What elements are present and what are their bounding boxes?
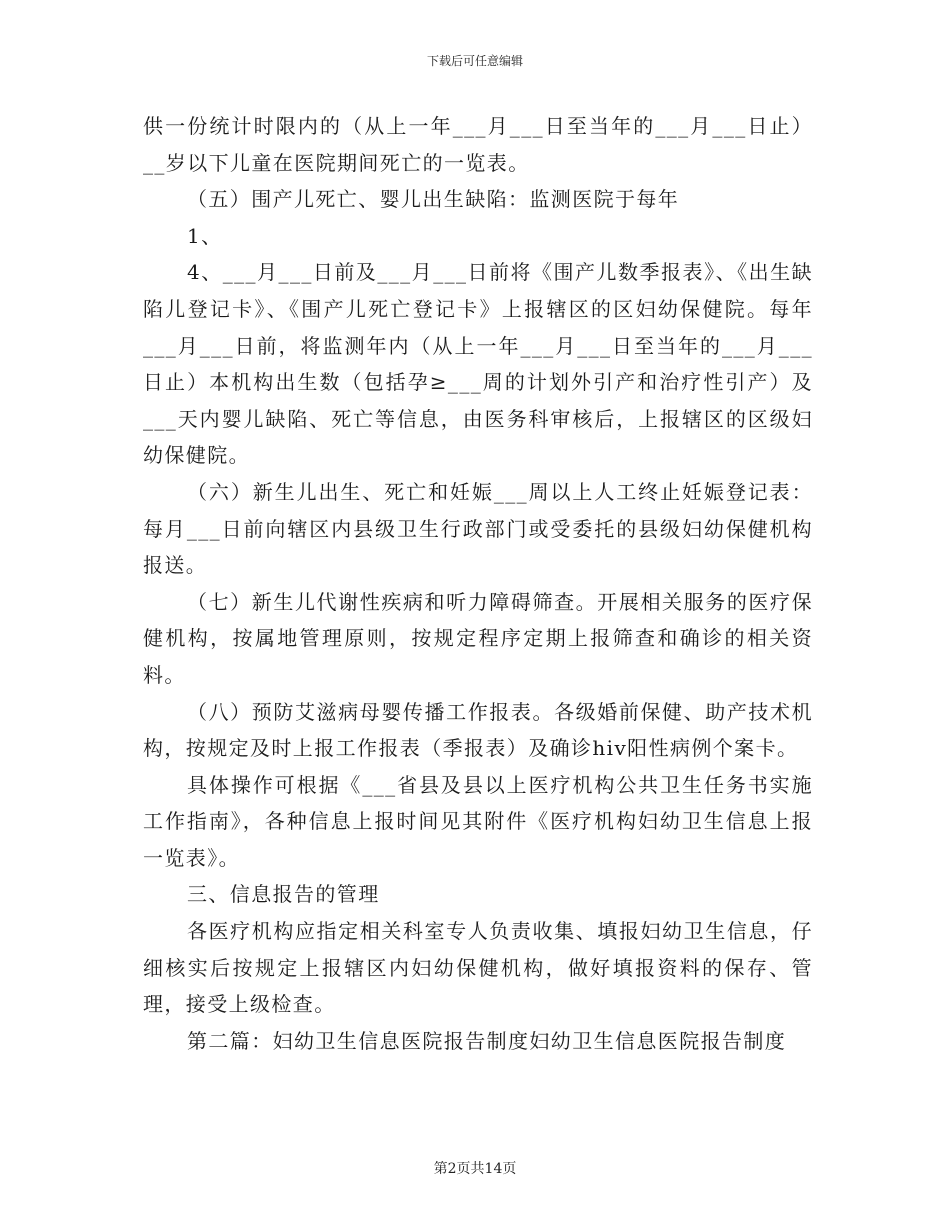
paragraph-5: （六）新生儿出生、死亡和妊娠___周以上人工终止妊娠登记表：每月___日前向辖区内县级卫生行政部门或受委托的县级妇幼保健机构报送。 [143, 479, 813, 578]
paragraph-2: （五）围产儿死亡、婴儿出生缺陷：监测医院于每年 [187, 187, 680, 212]
paragraph-9: 各医疗机构应指定相关科室专人负责收集、填报妇幼卫生信息，仔细核实后按规定上报辖区内妇幼保健机构，做好填报资料的保存、管理，接受上级检查。 [143, 919, 813, 1017]
page-number: 第2页共14页 [433, 1161, 517, 1177]
page-header: 下载后可任意编辑 [426, 54, 523, 68]
paragraph-7: （八）预防艾滋病母婴传播工作报表。各级婚前保健、助产技术机构，按规定及时上报工作报表（季报表）及确诊hiv阳性病例个案卡。 [143, 699, 813, 761]
paragraph-6: （七）新生儿代谢性疾病和听力障碍筛查。开展相关服务的医疗保健机构，按属地管理原则，按规定程序定期上报筛查和确诊的相关资料。 [143, 589, 813, 687]
paragraph-1: 供一份统计时限内的（从上一年___月___日至当年的___月___日止）__岁以下儿童在医院期间死亡的一览表。 [143, 114, 813, 175]
chapter-title: 第二篇：妇幼卫生信息医院报告制度妇幼卫生信息医院报告制度 [187, 1028, 787, 1053]
paragraph-4: 4、___月___日前及___月___日前将《围产儿数季报表》、《出生缺陷儿登记卡》、《围产儿死亡登记卡》上报辖区的区妇幼保健院。每年___月___日前，将监测年内（从上一年___月___日至当年的___月___日止）本机构出生数（包括孕≥___周的计划外引产和治疗性引产）及___天内婴儿缺陷、死亡等信息，由医务科审核后，上报辖区的区级妇幼保健院。 [143, 260, 813, 468]
document-body [143, 108, 813, 1059]
paragraph-8: 具体操作可根据《___省县及县以上医疗机构公共卫生任务书实施工作指南》，各种信息上报时间见其附件《医疗机构妇幼卫生信息上报一览表》。 [143, 772, 813, 870]
section-heading: 三、信息报告的管理 [187, 882, 380, 907]
paragraph-3: 1、 [187, 223, 223, 248]
